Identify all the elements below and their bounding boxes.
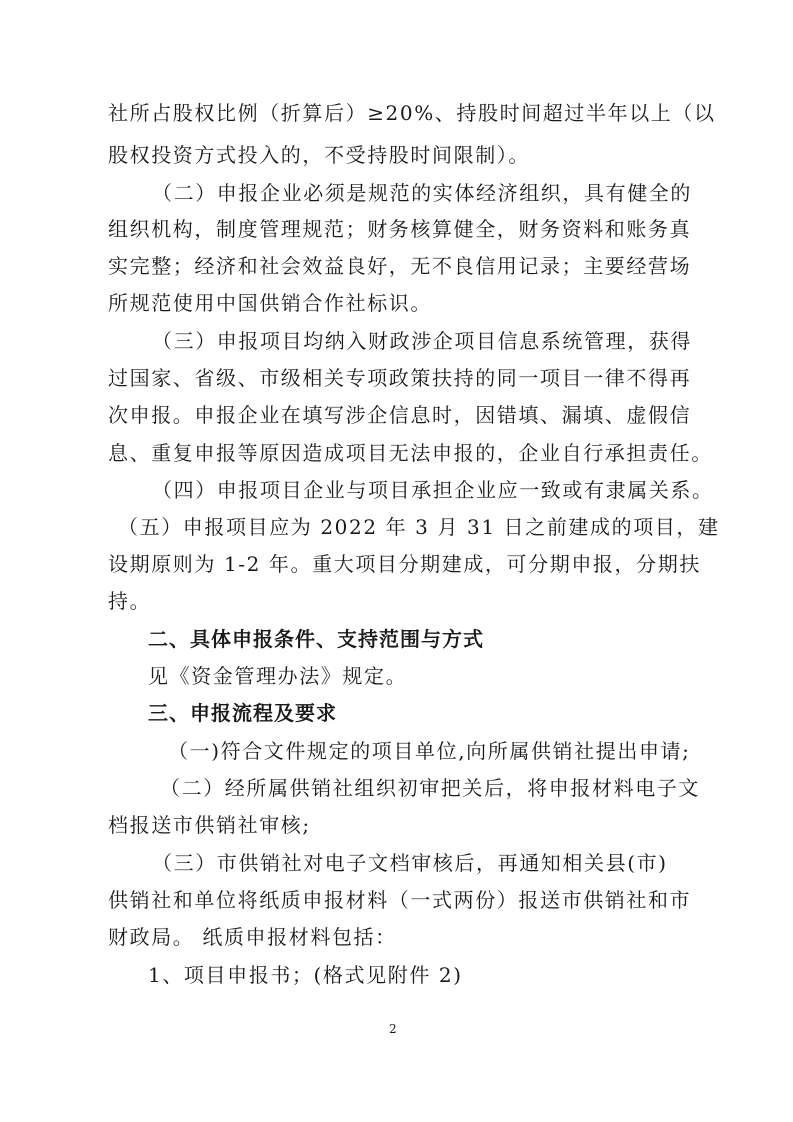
text-line: （二）经所属供销社组织初审把关后，将申报材料电子文 (160, 776, 700, 800)
text-line: （一)符合文件规定的项目单位,向所属供销社提出申请; (168, 739, 691, 763)
text-line: 供销社和单位将纸质申报材料（一式两份）报送市供销社和市 (108, 888, 692, 912)
text-line: 组织机构，制度管理规范；财务核算健全，财务资料和账务真 (108, 217, 692, 241)
text-line: 见《资金管理办法》规定。 (148, 664, 408, 688)
text-line: （三）市供销社对电子文档审核后，再通知相关县(市) (152, 851, 668, 875)
text-line: 实完整；经济和社会效益良好，无不良信用记录；主要经营场 (108, 254, 692, 278)
text-line: （二）申报企业必须是规范的实体经济组织，具有健全的 (152, 181, 692, 205)
text-line: 过国家、省级、市级相关专项政策扶持的同一项目一律不得再 (108, 366, 692, 390)
page-number: 2 (389, 1022, 397, 1036)
text-line: 息、重复申报等原因造成项目无法申报的，企业自行承担责任。 (108, 441, 713, 465)
section-heading: 三、申报流程及要求 (148, 701, 337, 725)
text-line: 社所占股权比例（折算后）≥20%、持股时间超过半年以上（以 (108, 101, 716, 125)
text-line: （四）申报项目企业与项目承担企业应一致或有隶属关系。 (152, 478, 714, 502)
text-line: 设期原则为 1-2 年。重大项目分期建成，可分期申报，分期扶 (108, 552, 701, 576)
section-heading: 二、具体申报条件、支持范围与方式 (148, 627, 484, 651)
text-line: 持。 (108, 589, 152, 613)
text-line: （三）申报项目均纳入财政涉企项目信息系统管理，获得 (152, 329, 692, 353)
text-line: 股权投资方式投入的，不受持股时间限制）。 (108, 143, 530, 167)
text-line: 财政局。 纸质申报材料包括： (108, 925, 397, 949)
text-line: 次申报。申报企业在填写涉企信息时，因错填、漏填、虚假信 (108, 403, 692, 427)
text-line: 1、项目申报书；(格式见附件 2) (148, 963, 463, 987)
text-line: 档报送市供销社审核; (108, 813, 311, 837)
text-line: （五）申报项目应为 2022 年 3 月 31 日之前建成的项目，建 (118, 515, 720, 539)
text-line: 所规范使用中国供销合作社标识。 (108, 291, 432, 315)
